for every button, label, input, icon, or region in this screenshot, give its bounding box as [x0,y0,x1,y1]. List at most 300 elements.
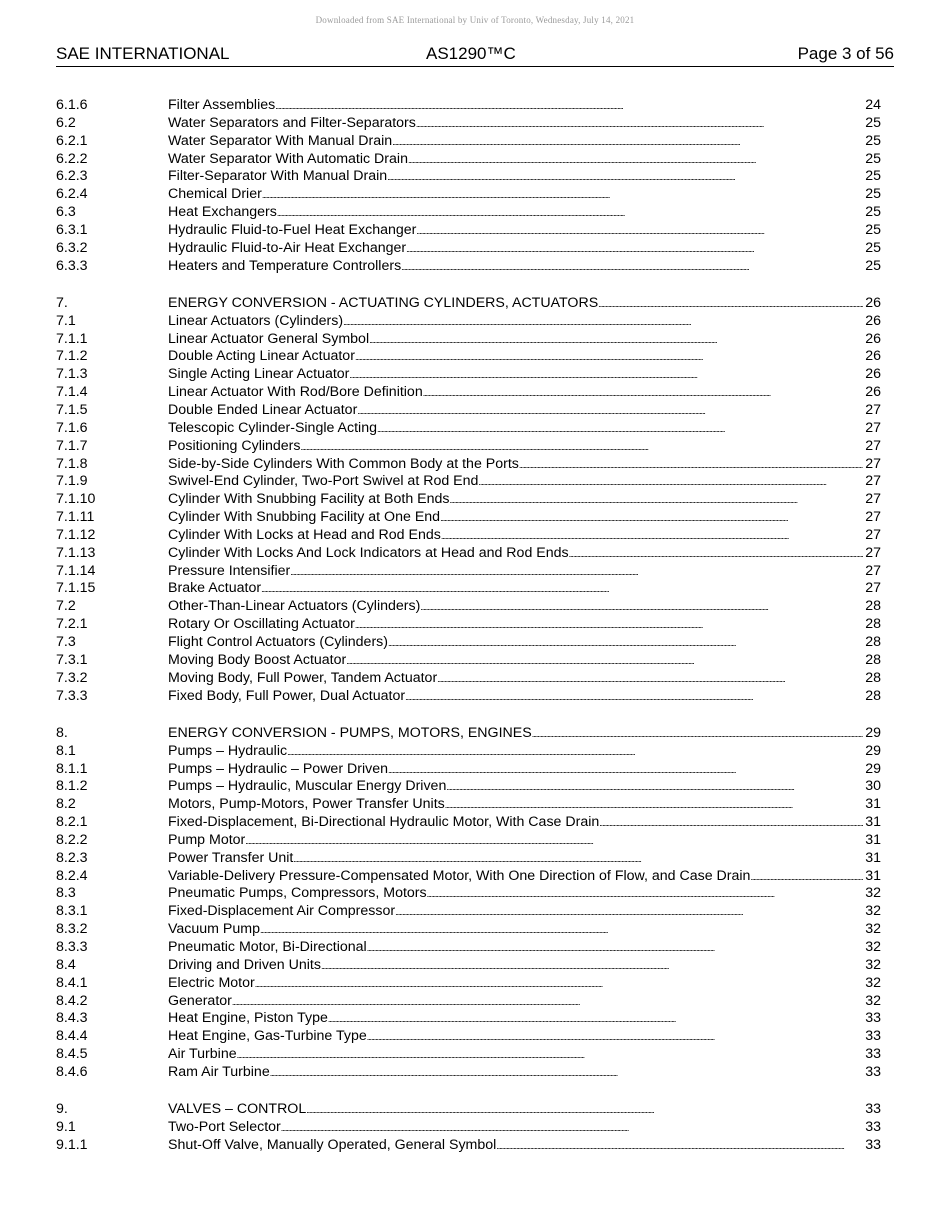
toc-section-number: 8.2.2 [56,831,88,848]
toc-section-number: 7.3 [56,633,76,650]
toc-page-number: 25 [865,221,881,238]
toc-entry-line [168,133,881,152]
toc-entry-line [168,725,881,744]
toc-section-title[interactable]: Power Transfer Unit [168,849,294,866]
toc-entry-line [168,921,881,940]
toc-page-number: 29 [865,724,881,741]
toc-section-title[interactable]: Pumps – Hydraulic, Muscular Energy Driven [168,778,447,795]
dot-leader [750,868,863,887]
toc-section-number: 8.1 [56,742,76,759]
toc-entry-line [168,1010,881,1029]
toc-entry-line [168,796,881,815]
toc-page-number: 31 [865,814,881,831]
dot-leader [232,993,863,1012]
toc-section-number: 8.4.2 [56,992,88,1009]
toc-entry-line [168,151,881,170]
toc-page-number: 24 [865,97,881,113]
toc-section-title[interactable]: Moving Body, Full Power, Tandem Actuator [168,669,438,686]
dot-leader [328,1010,863,1029]
dot-leader [598,295,863,314]
toc-entry[interactable] [56,761,881,779]
toc-page-number: 27 [865,419,881,436]
dot-leader [262,186,863,205]
toc-entry-line [168,491,881,510]
toc-section-number: 8.1.1 [56,760,88,777]
toc-entry[interactable] [56,939,881,957]
toc-section-title[interactable]: Pressure Intensifier [168,562,291,579]
toc-page-number: 31 [865,849,881,866]
toc-entry-line [168,438,881,457]
dot-leader [437,670,863,689]
toc-page-number: 28 [865,687,881,704]
toc-section-title[interactable]: Cylinder With Snubbing Facility at Both Ends [168,491,450,508]
dot-leader [300,438,863,457]
dot-leader [395,903,863,922]
toc-entry[interactable] [56,473,881,491]
toc-entry-line [168,778,881,797]
toc-section-number: 7.3.1 [56,651,88,668]
toc-section-number: 6.3.1 [56,221,88,238]
toc-entry[interactable] [56,778,881,796]
toc-entry-line [168,331,881,350]
toc-section-title[interactable]: Fixed-Displacement, Bi-Directional Hydraulic Motor, With Case Drain [168,814,600,831]
toc-page-number: 33 [865,1136,881,1153]
toc-section-number: 8.4 [56,956,76,973]
toc-entry[interactable] [56,903,881,921]
toc-section-title[interactable]: Air Turbine [168,1046,237,1063]
toc-section-number: 6.2.2 [56,150,88,167]
toc-entry[interactable] [56,885,881,903]
toc-section-number: 6.2.1 [56,132,88,149]
dot-leader [245,832,863,851]
dot-leader [388,634,863,653]
toc-section-number: 7.1.2 [56,348,88,365]
toc-entry[interactable] [56,616,881,634]
toc-section-number: 7.2.1 [56,616,88,633]
toc-page-number: 25 [865,239,881,256]
toc-page-number: 28 [865,633,881,650]
section-spacer [56,705,881,725]
toc-section-title[interactable]: Pumps – Hydraulic [168,742,288,759]
toc-section-number: 7.1.1 [56,330,88,347]
toc-entry[interactable] [56,348,881,366]
toc-entry[interactable] [56,634,881,652]
toc-page-number: 26 [865,366,881,383]
toc-section-title[interactable]: Double Ended Linear Actuator [168,402,358,418]
toc-section-title[interactable]: Fixed-Displacement Air Compressor [168,903,396,920]
dot-leader [496,1137,863,1156]
dot-leader [343,313,863,332]
toc-section-title[interactable]: Pumps – Hydraulic – Power Driven [168,760,388,777]
toc-section-title[interactable]: Pneumatic Motor, Bi-Directional [168,938,367,955]
toc-section-number: 7.1.3 [56,366,88,383]
dot-leader [440,509,863,528]
toc-page-number: 26 [865,294,881,311]
toc-section-title[interactable]: Heaters and Temperature Controllers [168,257,402,274]
toc-section-title[interactable]: Shut-Off Valve, Manually Operated, General Symbol [168,1136,497,1153]
toc-section-title[interactable]: Heat Engine, Gas-Turbine Type [168,1028,367,1045]
toc-section-title[interactable]: Water Separator With Manual Drain [168,132,393,149]
toc-entry-line [168,1028,881,1047]
dot-leader [260,921,863,940]
dot-leader [416,222,863,241]
toc-page-number: 33 [865,1119,881,1136]
toc-section-number: 8.4.5 [56,1046,88,1063]
toc-section-number: 8. [56,724,68,741]
dot-leader [277,204,863,223]
toc-entry[interactable] [56,509,881,527]
toc-section-title[interactable]: Swivel-End Cylinder, Two-Port Swivel at Rod End [168,473,479,490]
toc-entry[interactable] [56,1028,881,1046]
toc-entry[interactable] [56,670,881,688]
toc-entry[interactable] [56,993,881,1011]
toc-section-title[interactable]: Linear Actuator General Symbol [168,330,370,347]
toc-entry-line [168,975,881,994]
toc-entry-line [168,634,881,653]
toc-section-title[interactable]: Heat Engine, Piston Type [168,1010,328,1027]
toc-entry[interactable] [56,295,881,313]
toc-section-number: 8.3.1 [56,903,88,920]
toc-section-title[interactable]: Hydraulic Fluid-to-Air Heat Exchanger [168,239,407,256]
toc-entry[interactable] [56,186,881,204]
toc-section-title[interactable]: Filter-Separator With Manual Drain [168,168,388,185]
dot-leader [321,957,863,976]
toc-entry[interactable] [56,402,881,420]
header-document-id: AS1290™C [426,44,516,63]
toc-section-title[interactable]: Cylinder With Locks at Head and Rod Ends [168,526,441,543]
toc-entry-line [168,670,881,689]
toc-section-title[interactable]: Cylinder With Locks And Lock Indicators at Head and Rod Ends [168,544,569,561]
toc-entry-line [168,688,881,707]
toc-section-title[interactable]: Side-by-Side Cylinders With Common Body at the Ports [168,455,519,472]
toc-section-number: 6.2.3 [56,168,88,185]
toc-entry-line [168,402,881,421]
dot-leader [377,420,863,439]
toc-section-title[interactable]: Rotary Or Oscillating Actuator [168,616,355,633]
toc-page-number: 25 [865,204,881,221]
toc-entry[interactable] [56,331,881,349]
toc-entry[interactable] [56,204,881,222]
dot-leader [367,939,864,958]
toc-entry[interactable] [56,1137,881,1155]
toc-entry-line [168,580,881,599]
toc-entry-line [168,1137,881,1156]
toc-page-number: 32 [865,885,881,902]
download-watermark: Downloaded from SAE International by Univ of Toronto, Wednesday, July 14, 2021 [315,15,635,25]
toc-entry-line [168,563,881,582]
toc-section-title[interactable]: Two-Port Selector [168,1119,281,1136]
toc-section-title[interactable]: Moving Body Boost Actuator [168,651,347,668]
toc-entry[interactable] [56,240,881,258]
toc-section-title[interactable]: Filter Assemblies [168,97,276,113]
toc-page-number: 25 [865,150,881,167]
toc-entry-line [168,366,881,385]
toc-page-number: 27 [865,455,881,472]
toc-entry-line [168,743,881,762]
toc-entry[interactable] [56,438,881,456]
toc-entry-line [168,1119,881,1138]
toc-entry-line [168,761,881,780]
toc-section-number: 8.4.1 [56,974,88,991]
toc-section-title[interactable]: VALVES – CONTROL [168,1101,307,1118]
toc-entry[interactable] [56,456,881,474]
toc-entry-line [168,420,881,439]
toc-entry-line [168,456,881,475]
toc-section-number: 6.2.4 [56,186,88,203]
toc-section-number: 7.1.5 [56,402,88,418]
toc-entry[interactable] [56,850,881,868]
toc-section-number: 7.1.6 [56,419,88,436]
toc-section-title[interactable]: Water Separator With Automatic Drain [168,150,408,167]
toc-section-number: 9. [56,1101,68,1118]
toc-entry[interactable] [56,384,881,402]
toc-entry-line [168,348,881,367]
toc-entry[interactable] [56,151,881,169]
dot-leader [369,331,863,350]
toc-section-title[interactable]: Generator [168,992,232,1009]
toc-section-number: 6.2 [56,114,76,131]
toc-section-title[interactable]: ENERGY CONVERSION - ACTUATING CYLINDERS, ACTUATORS [168,294,599,311]
toc-entry[interactable] [56,743,881,761]
toc-entry-line [168,993,881,1012]
toc-page-number: 28 [865,616,881,633]
toc-section-number: 9.1 [56,1119,76,1136]
toc-entry[interactable] [56,975,881,993]
toc-page-number: 33 [865,1010,881,1027]
toc-section-title[interactable]: Variable-Delivery Pressure-Compensated Motor, With One Direction of Flow, and Case Drain [168,867,751,884]
toc-section-title[interactable]: ENERGY CONVERSION - PUMPS, MOTORS, ENGINES [168,724,532,741]
toc-section-title[interactable]: Ram Air Turbine [168,1063,270,1080]
toc-section-title[interactable]: Pneumatic Pumps, Compressors, Motors [168,885,427,902]
toc-page-number: 30 [865,778,881,795]
toc-entry[interactable] [56,1119,881,1137]
toc-section-title[interactable]: Linear Actuator With Rod/Bore Definition [168,384,423,401]
toc-section-number: 8.4.3 [56,1010,88,1027]
dot-leader [237,1046,864,1065]
toc-section-title[interactable]: Driving and Driven Units [168,956,321,973]
toc-entry-line [168,384,881,403]
dot-leader [387,168,863,187]
toc-entry[interactable] [56,814,881,832]
toc-page-number: 26 [865,348,881,365]
toc-entry[interactable] [56,832,881,850]
dot-leader [478,473,863,492]
toc-entry-line [168,814,881,833]
toc-page-number: 31 [865,831,881,848]
table-of-contents [56,97,881,1155]
header-page-number: Page 3 of 56 [797,44,894,63]
toc-section-title[interactable]: Other-Than-Linear Actuators (Cylinders) [168,598,421,615]
toc-entry[interactable] [56,725,881,743]
toc-page-number: 27 [865,509,881,526]
toc-section-title[interactable]: Electric Motor [168,974,255,991]
dot-leader [569,545,864,564]
dot-leader [287,743,863,762]
toc-entry[interactable] [56,115,881,133]
toc-section-title[interactable]: Brake Actuator [168,580,262,597]
dot-leader [532,725,864,744]
toc-page-number: 27 [865,526,881,543]
toc-entry[interactable] [56,921,881,939]
toc-section-number: 7.1.7 [56,437,88,454]
toc-section-number: 8.4.4 [56,1028,88,1045]
toc-entry-line [168,509,881,528]
toc-entry[interactable] [56,1101,881,1119]
toc-entry[interactable] [56,688,881,706]
toc-page-number: 32 [865,956,881,973]
toc-page-number: 26 [865,312,881,329]
toc-section-title[interactable]: Positioning Cylinders [168,437,301,454]
toc-section-title[interactable]: Vacuum Pump [168,921,260,938]
dot-leader [450,491,864,510]
toc-entry-line [168,832,881,851]
toc-entry[interactable] [56,313,881,331]
dot-leader [290,563,863,582]
toc-entry-line [168,652,881,671]
toc-section-number: 7.1.14 [56,562,96,579]
toc-page-number: 27 [865,402,881,418]
toc-section-number: 8.2 [56,796,76,813]
toc-entry[interactable] [56,1010,881,1028]
toc-section-number: 8.3 [56,885,76,902]
toc-section-number: 8.2.1 [56,814,88,831]
header-organization: SAE INTERNATIONAL [56,44,230,63]
toc-entry-line [168,258,881,277]
dot-leader [281,1119,863,1138]
dot-leader [405,688,863,707]
dot-leader [408,151,863,170]
toc-page-number: 25 [865,132,881,149]
toc-section-number: 7.2 [56,598,76,615]
toc-section-number: 7.3.3 [56,687,88,704]
toc-entry[interactable] [56,545,881,563]
toc-section-title[interactable]: Motors, Pump-Motors, Power Transfer Units [168,796,445,813]
toc-entry[interactable] [56,222,881,240]
toc-section-number: 7.1.9 [56,473,88,490]
toc-section-title[interactable]: Pump Motor [168,831,246,848]
toc-page-number: 33 [865,1063,881,1080]
toc-entry[interactable] [56,598,881,616]
toc-page-number: 32 [865,938,881,955]
toc-section-title[interactable]: Single Acting Linear Actuator [168,366,350,383]
dot-leader [445,796,863,815]
toc-page-number: 27 [865,473,881,490]
toc-entry[interactable] [56,527,881,545]
toc-section-number: 6.3.2 [56,239,88,256]
toc-entry[interactable] [56,1064,881,1082]
toc-page-number: 32 [865,921,881,938]
toc-page-number: 27 [865,437,881,454]
toc-section-title[interactable]: Telescopic Cylinder-Single Acting [168,419,377,436]
dot-leader [388,761,863,780]
toc-page-number: 32 [865,974,881,991]
page-header [56,44,894,67]
dot-leader [275,97,863,116]
toc-entry[interactable] [56,491,881,509]
toc-entry[interactable] [56,868,881,886]
toc-section-number: 8.1.2 [56,778,88,795]
dot-leader [293,850,863,869]
dot-leader [423,384,864,403]
toc-page-number: 32 [865,992,881,1009]
toc-section-number: 7.1.12 [56,526,96,543]
toc-section-number: 7.1.10 [56,491,96,508]
toc-section-number: 9.1.1 [56,1136,88,1153]
toc-entry-line [168,598,881,617]
toc-entry[interactable] [56,133,881,151]
dot-leader [427,885,864,904]
toc-entry[interactable] [56,957,881,975]
toc-section-title[interactable]: Linear Actuators (Cylinders) [168,312,344,329]
toc-section-title[interactable]: Flight Control Actuators (Cylinders) [168,633,388,650]
toc-entry[interactable] [56,652,881,670]
toc-entry[interactable] [56,580,881,598]
toc-entry[interactable] [56,563,881,581]
section-spacer [56,275,881,295]
toc-entry-line [168,545,881,564]
toc-section-number: 8.4.6 [56,1063,88,1080]
dot-leader [416,115,863,134]
toc-entry-line [168,295,881,314]
toc-page-number: 32 [865,903,881,920]
dot-leader [255,975,864,994]
toc-entry-line [168,240,881,259]
toc-section-title[interactable]: Water Separators and Filter-Separators [168,114,416,131]
dot-leader [306,1101,863,1120]
toc-page-number: 25 [865,257,881,274]
toc-entry[interactable] [56,420,881,438]
toc-page-number: 29 [865,742,881,759]
toc-entry-line [168,939,881,958]
toc-section-title[interactable]: Chemical Drier [168,186,262,203]
toc-entry-line [168,885,881,904]
toc-section-title[interactable]: Fixed Body, Full Power, Dual Actuator [168,687,406,704]
toc-page-number: 27 [865,580,881,597]
toc-section-number: 8.2.4 [56,867,88,884]
dot-leader [406,240,863,259]
dot-leader [355,616,863,635]
toc-entry[interactable] [56,168,881,186]
toc-section-title[interactable]: Hydraulic Fluid-to-Fuel Heat Exchanger [168,221,417,238]
toc-section-number: 7. [56,294,68,311]
toc-page-number: 27 [865,562,881,579]
toc-section-number: 7.1.4 [56,384,88,401]
toc-entry[interactable] [56,97,881,115]
toc-section-title[interactable]: Double Acting Linear Actuator [168,348,355,365]
toc-section-number: 6.1.6 [56,97,88,113]
dot-leader [446,778,863,797]
toc-entry-line [168,222,881,241]
toc-section-title[interactable]: Cylinder With Snubbing Facility at One End [168,509,441,526]
toc-page-number: 25 [865,114,881,131]
dot-leader [420,598,863,617]
toc-section-number: 7.3.2 [56,669,88,686]
dot-leader [261,580,863,599]
toc-entry[interactable] [56,1046,881,1064]
toc-entry-line [168,903,881,922]
dot-leader [270,1064,864,1083]
toc-entry-line [168,204,881,223]
toc-entry[interactable] [56,258,881,276]
toc-entry-line [168,97,881,116]
dot-leader [355,348,863,367]
toc-section-title[interactable]: Heat Exchangers [168,204,277,221]
toc-page-number: 33 [865,1101,881,1118]
toc-entry-line [168,313,881,332]
toc-entry[interactable] [56,366,881,384]
toc-section-number: 8.3.2 [56,921,88,938]
toc-entry[interactable] [56,796,881,814]
